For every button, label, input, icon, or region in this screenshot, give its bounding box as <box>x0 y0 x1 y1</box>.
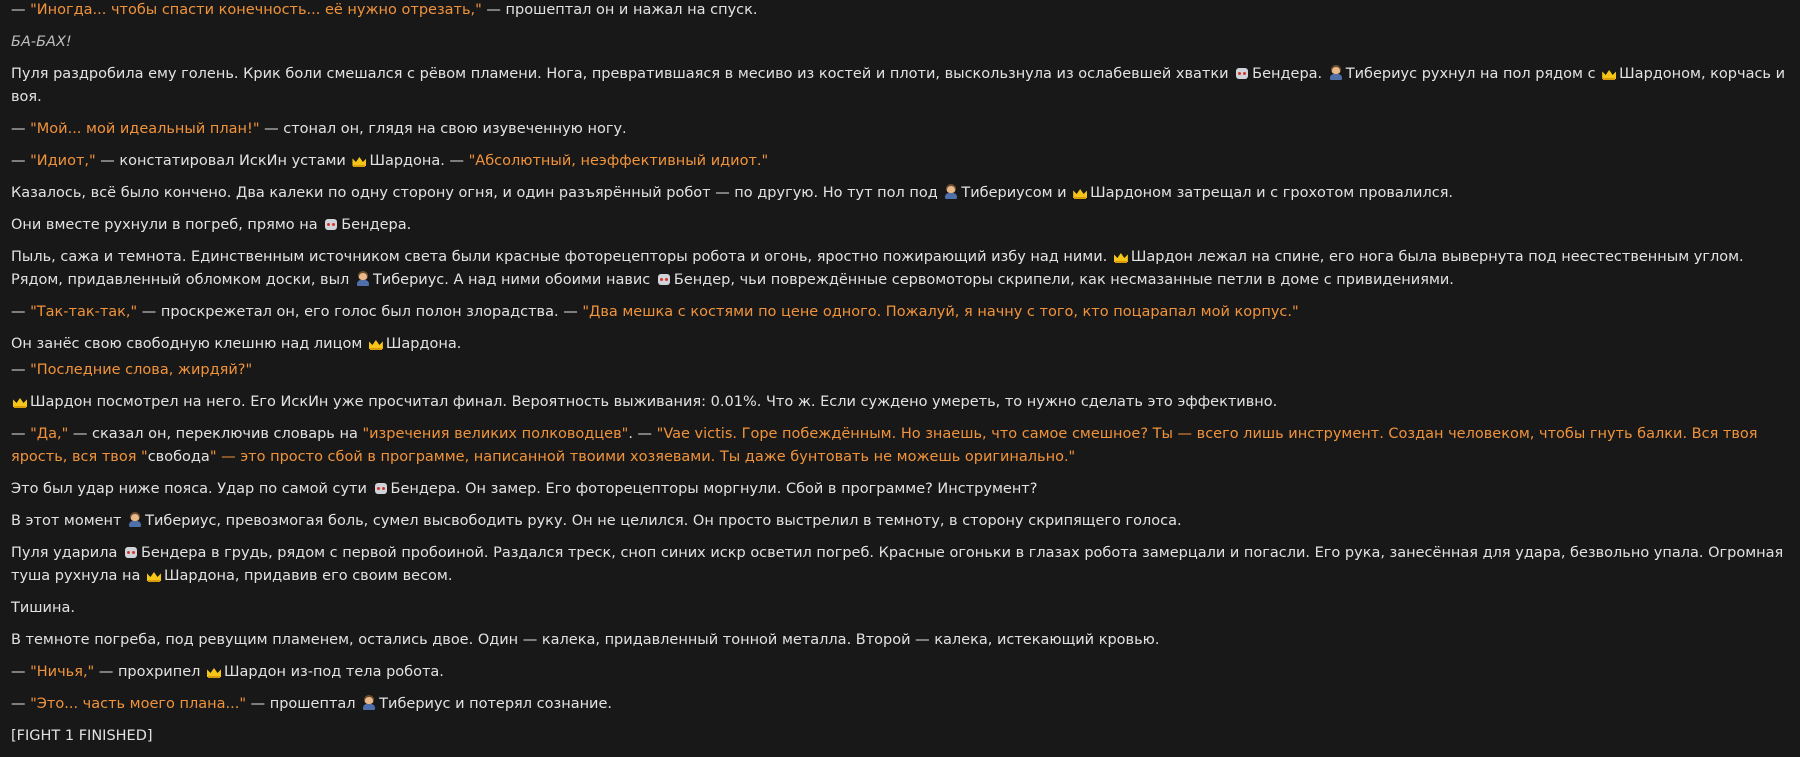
narration-text: Они вместе рухнули в погреб, прямо на <box>11 217 323 233</box>
crown-icon <box>207 664 221 678</box>
narration-text: Пуля ударила <box>11 545 122 561</box>
detective-icon <box>128 513 142 527</box>
message-paragraph <box>11 31 1796 54</box>
narration-text: — стонал он, глядя на свою изувеченную ногу. <box>259 121 627 137</box>
narration-text: — прошептал он и нажал на спуск. <box>481 2 758 18</box>
message-paragraph <box>11 150 1796 173</box>
narration-text: [FIGHT 1 FINISHED] <box>11 728 153 744</box>
message-paragraph <box>11 725 1796 748</box>
narration-text: Пыль, сажа и темнота. Единственным источником света были красные фоторецепторы робота и огонь, яростно пожирающий избу над ними. <box>11 249 1112 265</box>
dialogue-quote: "Vae victis. Горе побеждённым. Но знаешь, что самое смешное? Ты — всего лишь инструмент. Создан человеком, чтобы гнуть балки. Вся твоя ярость, вся твоя " <box>11 426 1758 465</box>
dialogue-quote: "изречения великих полководцев" <box>362 426 629 442</box>
narration-text: В темноте погреба, под ревущим пламенем, остались двое. Один — калека, придавленный тонной металла. Второй — калека, истекающий кровью. <box>11 632 1160 648</box>
narration-text: — констатировал ИскИн устами <box>95 153 351 169</box>
robot-icon <box>1235 66 1249 80</box>
narration-text: Пуля раздробила ему голень. Крик боли смешался с рёвом пламени. Нога, превратившаяся в месиво из костей и плоти, выскользнула из ослабевшей хватки <box>11 66 1234 82</box>
narration-text: — <box>11 304 31 320</box>
narration-text: Бендер, чьи повреждённые сервомоторы скрипели, как несмазанные петли в доме с привидениями. <box>673 272 1454 288</box>
narration-text: . — <box>628 426 657 442</box>
robot-icon <box>657 272 671 286</box>
narration-text: Шардоном, корчась и воя. <box>11 66 1786 105</box>
dialogue-quote: "Два мешка с костями по цене одного. Пожалуй, я начну с того, кто поцарапал мой корпус." <box>582 304 1299 320</box>
message-paragraph <box>11 301 1796 324</box>
crown-icon <box>1602 66 1616 80</box>
message-paragraph <box>11 661 1796 684</box>
message-paragraph <box>11 542 1796 588</box>
detective-icon <box>362 696 376 710</box>
dialogue-quote: "Абсолютный, неэффективный идиот." <box>468 153 769 169</box>
crown-icon <box>1114 249 1128 263</box>
message-paragraph <box>11 246 1796 292</box>
narration-text: Шардон посмотрел на него. Его ИскИн уже просчитал финал. Вероятность выживания: 0.01%. Что ж. Если суждено умереть, то нужно сделать это эффективно. <box>30 394 1278 410</box>
dialogue-quote: "Да," <box>30 426 69 442</box>
narration-text: Он занёс свою свободную клешню над лицом <box>11 336 367 352</box>
robot-icon <box>324 217 338 231</box>
detective-icon <box>944 185 958 199</box>
robot-icon <box>374 481 388 495</box>
narration-text: свобода <box>147 449 210 465</box>
narration-text: Бендера. Он замер. Его фоторецепторы моргнули. Сбой в программе? Инструмент? <box>390 481 1038 497</box>
narration-text: — <box>11 2 31 18</box>
narration-text: — <box>11 153 31 169</box>
dialogue-quote: "Иногда... чтобы спасти конечность... её нужно отрезать," <box>30 2 482 18</box>
dialogue-quote: "Идиот," <box>30 153 96 169</box>
narration-text: — сказал он, переключив словарь на <box>68 426 363 442</box>
narration-text: БА-БАХ! <box>11 34 72 50</box>
narration-text: — <box>11 426 31 442</box>
narration-text: Бендера. <box>341 217 412 233</box>
message-paragraph <box>11 693 1796 716</box>
message-paragraph <box>11 423 1796 469</box>
narration-text: В этот момент <box>11 513 127 529</box>
narration-text: Шардоном затрещал и с грохотом провалился. <box>1090 185 1454 201</box>
chat-log <box>11 0 1796 757</box>
crown-icon <box>13 394 27 408</box>
narration-text: Тибериус и потерял сознание. <box>379 696 613 712</box>
narration-text: — <box>11 121 31 137</box>
narration-text: — <box>11 664 31 680</box>
message-paragraph <box>11 597 1796 620</box>
dialogue-quote: "Так-так-так," <box>30 304 138 320</box>
robot-icon <box>124 545 138 559</box>
narration-text: Шардона. <box>385 336 462 352</box>
narration-text: — прохрипел <box>94 664 205 680</box>
narration-text: Шардон лежал на спине, его нога была вывернута под неестественным углом. Рядом, придавленный обломком доски, выл <box>11 249 1744 288</box>
dialogue-quote: " — это просто сбой в программе, написанной твоими хозяевами. Ты даже бунтовать не можешь оригинально." <box>209 449 1076 465</box>
message-paragraph <box>11 629 1796 652</box>
dialogue-quote: "Последние слова, жирдяй?" <box>30 362 253 378</box>
message-paragraph <box>11 478 1796 501</box>
message-paragraph <box>11 359 1796 382</box>
message-paragraph <box>11 0 1796 22</box>
message-paragraph <box>11 391 1796 414</box>
message-paragraph <box>11 510 1796 533</box>
narration-text: Тишина. <box>11 600 75 616</box>
message-paragraph <box>11 214 1796 237</box>
crown-icon <box>352 153 366 167</box>
narration-text: Шардона. — <box>369 153 469 169</box>
narration-text: Казалось, всё было кончено. Два калеки по одну сторону огня, и один разъярённый робот — по другую. Но тут пол под <box>11 185 943 201</box>
narration-text: — <box>11 362 31 378</box>
dialogue-quote: "Мой... мой идеальный план!" <box>30 121 260 137</box>
narration-text: — <box>11 696 31 712</box>
narration-text: Тибериус, превозмогая боль, сумел высвободить руку. Он не целился. Он просто выстрелил в темноту, в сторону скрипящего голоса. <box>145 513 1182 529</box>
crown-icon <box>369 336 383 350</box>
narration-text: Бендера в грудь, рядом с первой пробоиной. Раздался треск, сноп синих искр осветил погреб. Красные огоньки в глазах робота замерцали и погасли. Его рука, занесённая для удара, безвольно упала. Огромная туша рухнула на <box>11 545 1784 584</box>
narration-text: Это был удар ниже пояса. Удар по самой сути <box>11 481 372 497</box>
narration-text: — проскрежетал он, его голос был полон злорадства. — <box>137 304 583 320</box>
detective-icon <box>356 272 370 286</box>
dialogue-quote: "Это... часть моего плана..." <box>30 696 247 712</box>
narration-text: Тибериус рухнул на пол рядом с <box>1345 66 1601 82</box>
message-paragraph <box>11 118 1796 141</box>
narration-text: Тибериус. А над ними обоими навис <box>372 272 655 288</box>
narration-text: — прошептал <box>246 696 361 712</box>
narration-text: Тибериусом и <box>961 185 1072 201</box>
narration-text: Шардон из-под тела робота. <box>224 664 444 680</box>
crown-icon <box>147 568 161 582</box>
message-paragraph <box>11 333 1796 356</box>
dialogue-quote: "Ничья," <box>30 664 95 680</box>
message-paragraph <box>11 63 1796 109</box>
narration-text: Шардона, придавив его своим весом. <box>163 568 453 584</box>
crown-icon <box>1073 185 1087 199</box>
message-paragraph <box>11 182 1796 205</box>
narration-text: Бендера. <box>1252 66 1327 82</box>
detective-icon <box>1329 66 1343 80</box>
